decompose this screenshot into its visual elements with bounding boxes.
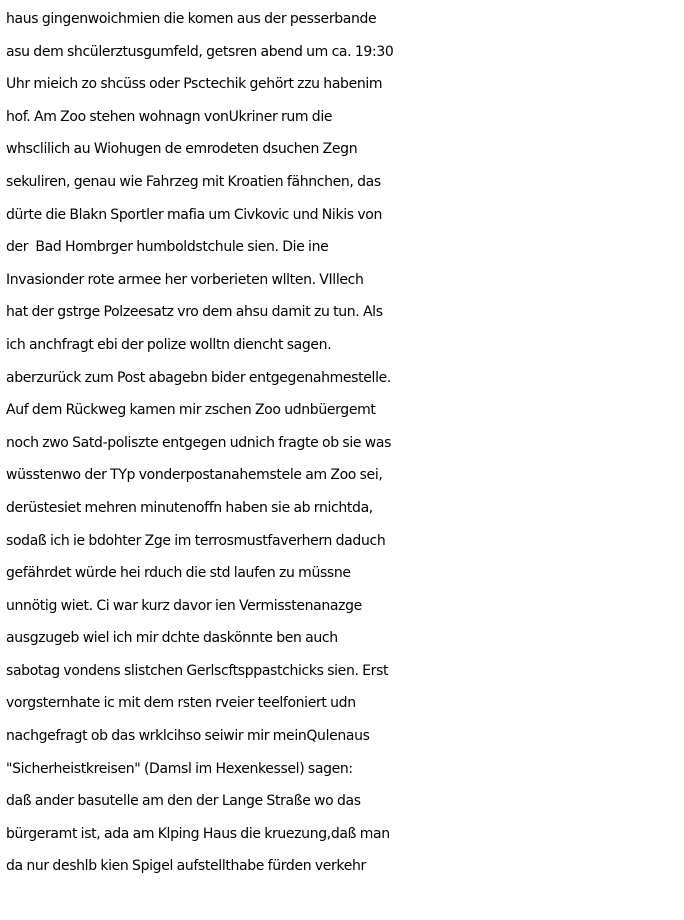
text-line: derüstesiet mehren minutenoffn haben sie ab rnichtda, xyxy=(6,499,373,516)
text-line: sabotag vondens slistchen Gerlscftsppastchicks sien. Erst xyxy=(6,662,389,679)
text-line: hat der gstrge Polzeesatz vro dem ahsu damit zu tun. Als xyxy=(6,304,383,321)
text-line: der Bad Hombrger humboldstchule sien. Die ine xyxy=(6,239,329,256)
text-line: asu dem shcülerztusgumfeld, getsren abend um ca. 19:30 xyxy=(6,43,394,60)
text-line: hof. Am Zoo stehen wohnagn vonUkriner rum die xyxy=(6,108,333,125)
text-line: Auf dem Rückweg kamen mir zschen Zoo udnbüergemt xyxy=(6,402,376,419)
text-line: aberzurück zum Post abagebn bider entgegenahmestelle. xyxy=(6,369,391,386)
text-line: gefährdet würde hei rduch die std laufen zu müssne xyxy=(6,565,351,582)
text-line: nachgefragt ob das wrklcihso seiwir mir meinQulenaus xyxy=(6,728,370,745)
text-line: bürgeramt ist, ada am Klping Haus die kruezung,daß man xyxy=(6,825,390,842)
text-line: Invasionder rote armee her vorberieten wllten. VIllech xyxy=(6,271,364,288)
text-line: unnötig wiet. Ci war kurz davor ien Vermisstenanazge xyxy=(6,597,362,614)
text-line: daß ander basutelle am den der Lange Straße wo das xyxy=(6,793,361,810)
text-line: "Sicherheistkreisen" (Damsl im Hexenkessel) sagen: xyxy=(6,760,353,777)
text-line: wüsstenwo der TYp vonderpostanahemstele am Zoo sei, xyxy=(6,467,383,484)
text-line: vorgsternhate ic mit dem rsten rveier teelfoniert udn xyxy=(6,695,356,712)
document-text xyxy=(6,3,684,883)
text-line: Uhr mieich zo shcüss oder Psctechik gehört zzu habenim xyxy=(6,76,383,93)
text-line: sekuliren, genau wie Fahrzeg mit Kroatien fähnchen, das xyxy=(6,173,381,190)
text-line: whsclilich au Wiohugen de emrodeten dsuchen Zegn xyxy=(6,141,358,158)
text-line: dürte die Blakn Sportler mafia um Civkovic und Nikis von xyxy=(6,206,382,223)
text-line: noch zwo Satd-poliszte entgegen udnich fragte ob sie was xyxy=(6,434,392,451)
text-line: ausgzugeb wiel ich mir dchte daskönnte ben auch xyxy=(6,630,338,647)
text-line: da nur deshlb kien Spigel aufstellthabe fürden verkehr xyxy=(6,858,366,875)
text-line: haus gingenwoichmien die komen aus der pesserbande xyxy=(6,11,377,27)
text-line: sodaß ich ie bdohter Zge im terrosmustfaverhern daduch xyxy=(6,532,386,549)
text-line: ich anchfragt ebi der polize wolltn diencht sagen. xyxy=(6,336,332,353)
